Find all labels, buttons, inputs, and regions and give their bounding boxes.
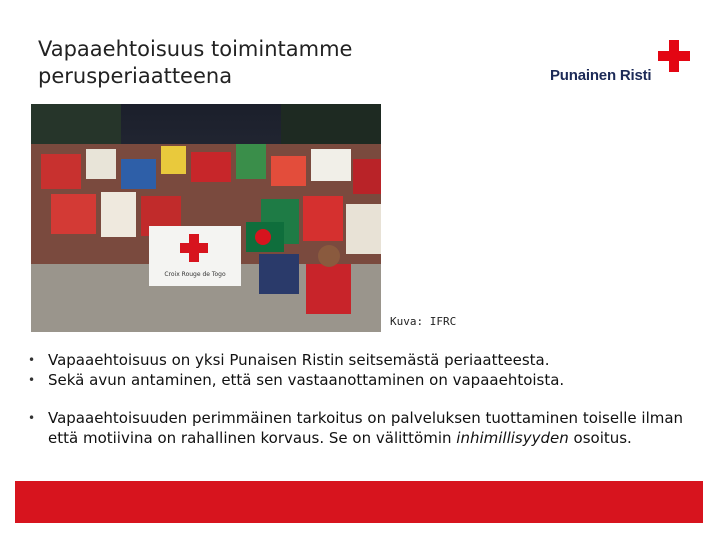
bullet-dot-icon: •: [28, 411, 36, 425]
bullet-text-part2: osoitus.: [568, 429, 632, 447]
red-cross-flag: [149, 226, 241, 286]
bullet-text-emphasis: inhimillisyyden: [456, 429, 569, 447]
flag-text: Croix Rouge de Togo: [164, 271, 226, 278]
bullet-text: Vapaaehtoisuus on yksi Punaisen Ristin seitsemästä periaatteesta.: [48, 351, 550, 369]
bullet-dot-icon: •: [28, 373, 36, 387]
title-line-1: Vapaaehtoisuus toimintamme: [38, 37, 353, 61]
page-title: [38, 36, 498, 90]
bullet-item: [28, 408, 698, 448]
bullet-list: [28, 350, 698, 448]
photo-illustration: [31, 104, 381, 332]
red-cross-icon: [658, 40, 690, 72]
punainen-risti-logo: [550, 40, 695, 90]
bullet-dot-icon: •: [28, 353, 36, 367]
footer-bar: [15, 481, 703, 523]
volunteers-photo: [31, 104, 381, 332]
bullet-item: [28, 350, 698, 370]
bullet-text-part1: Vapaaehtoisuuden perimmäinen tarkoitus on palveluksen tuottaminen toiselle ilman että motiivina on rahallinen korvaus. Se on välittömin: [48, 409, 684, 447]
photo-credit: Kuva: IFRC: [390, 315, 457, 328]
logo-text: Punainen Risti: [550, 67, 652, 84]
title-line-2: perusperiaatteena: [38, 64, 233, 88]
bullet-item: [28, 370, 698, 390]
bullet-text: Sekä avun antaminen, että sen vastaanottaminen on vapaaehtoista.: [48, 371, 565, 389]
